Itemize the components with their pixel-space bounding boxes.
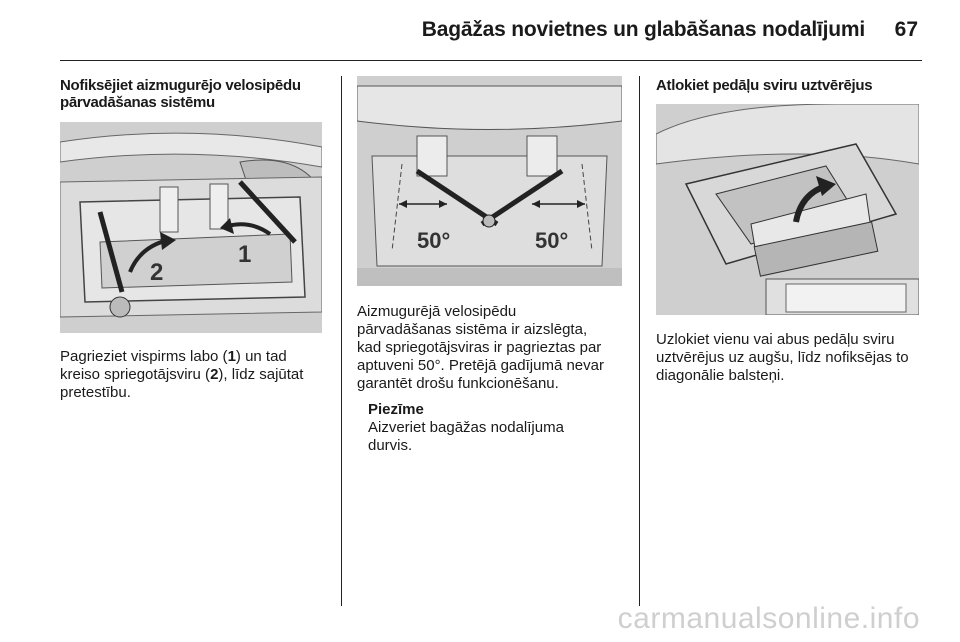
angle-label-left: 50° (417, 228, 451, 253)
callout-1-label: 1 (238, 241, 252, 268)
angle-label-right: 50° (535, 228, 569, 253)
page-number: 67 (894, 18, 918, 41)
note-title: Piezīme (368, 401, 424, 418)
column-divider-1 (341, 76, 342, 606)
callout-2-label: 2 (150, 259, 164, 286)
figure-pedal-holders (656, 104, 919, 315)
figure-50-degree-levers (357, 76, 622, 286)
tension-levers-illustration (60, 122, 322, 333)
lever-angle-illustration (357, 76, 622, 286)
col1-body-text: Pagrieziet vispirms labo (1) un tad kreiso spriegotājsviru (2), līdz sajūtat pretestību. (60, 348, 304, 401)
section-heading-pedal-holders: Atlokiet pedāļu sviru uztvērējus (656, 77, 873, 94)
header-divider (60, 60, 922, 61)
col2-body-text: Aizmugurējā velosipēdu pārvadāšanas sistēma ir aizslēgta, kad spriegotājsviras ir pagrieztas par aptuveni 50°. Pretējā gadījumā nevar garantēt drošu funkcionēšanu. (357, 303, 604, 392)
section-heading-lock: Nofiksējiet aizmugurējo velosipēdu pārvadāšanas sistēmu (60, 77, 301, 111)
figure-tension-levers (60, 122, 322, 333)
pedal-holder-illustration (656, 104, 919, 315)
col3-body-text: Uzlokiet vienu vai abus pedāļu sviru uztvērējus uz augšu, līdz nofiksējas to diagonālie balsteņi. (656, 331, 909, 384)
watermark: carmanualsonline.info (617, 602, 920, 635)
column-divider-2 (639, 76, 640, 606)
col2-note: Piezīme Aizveriet bagāžas nodalījuma durvis. (368, 401, 633, 455)
page-header-title: Bagāžas novietnes un glabāšanas nodalījumi (421, 18, 865, 41)
